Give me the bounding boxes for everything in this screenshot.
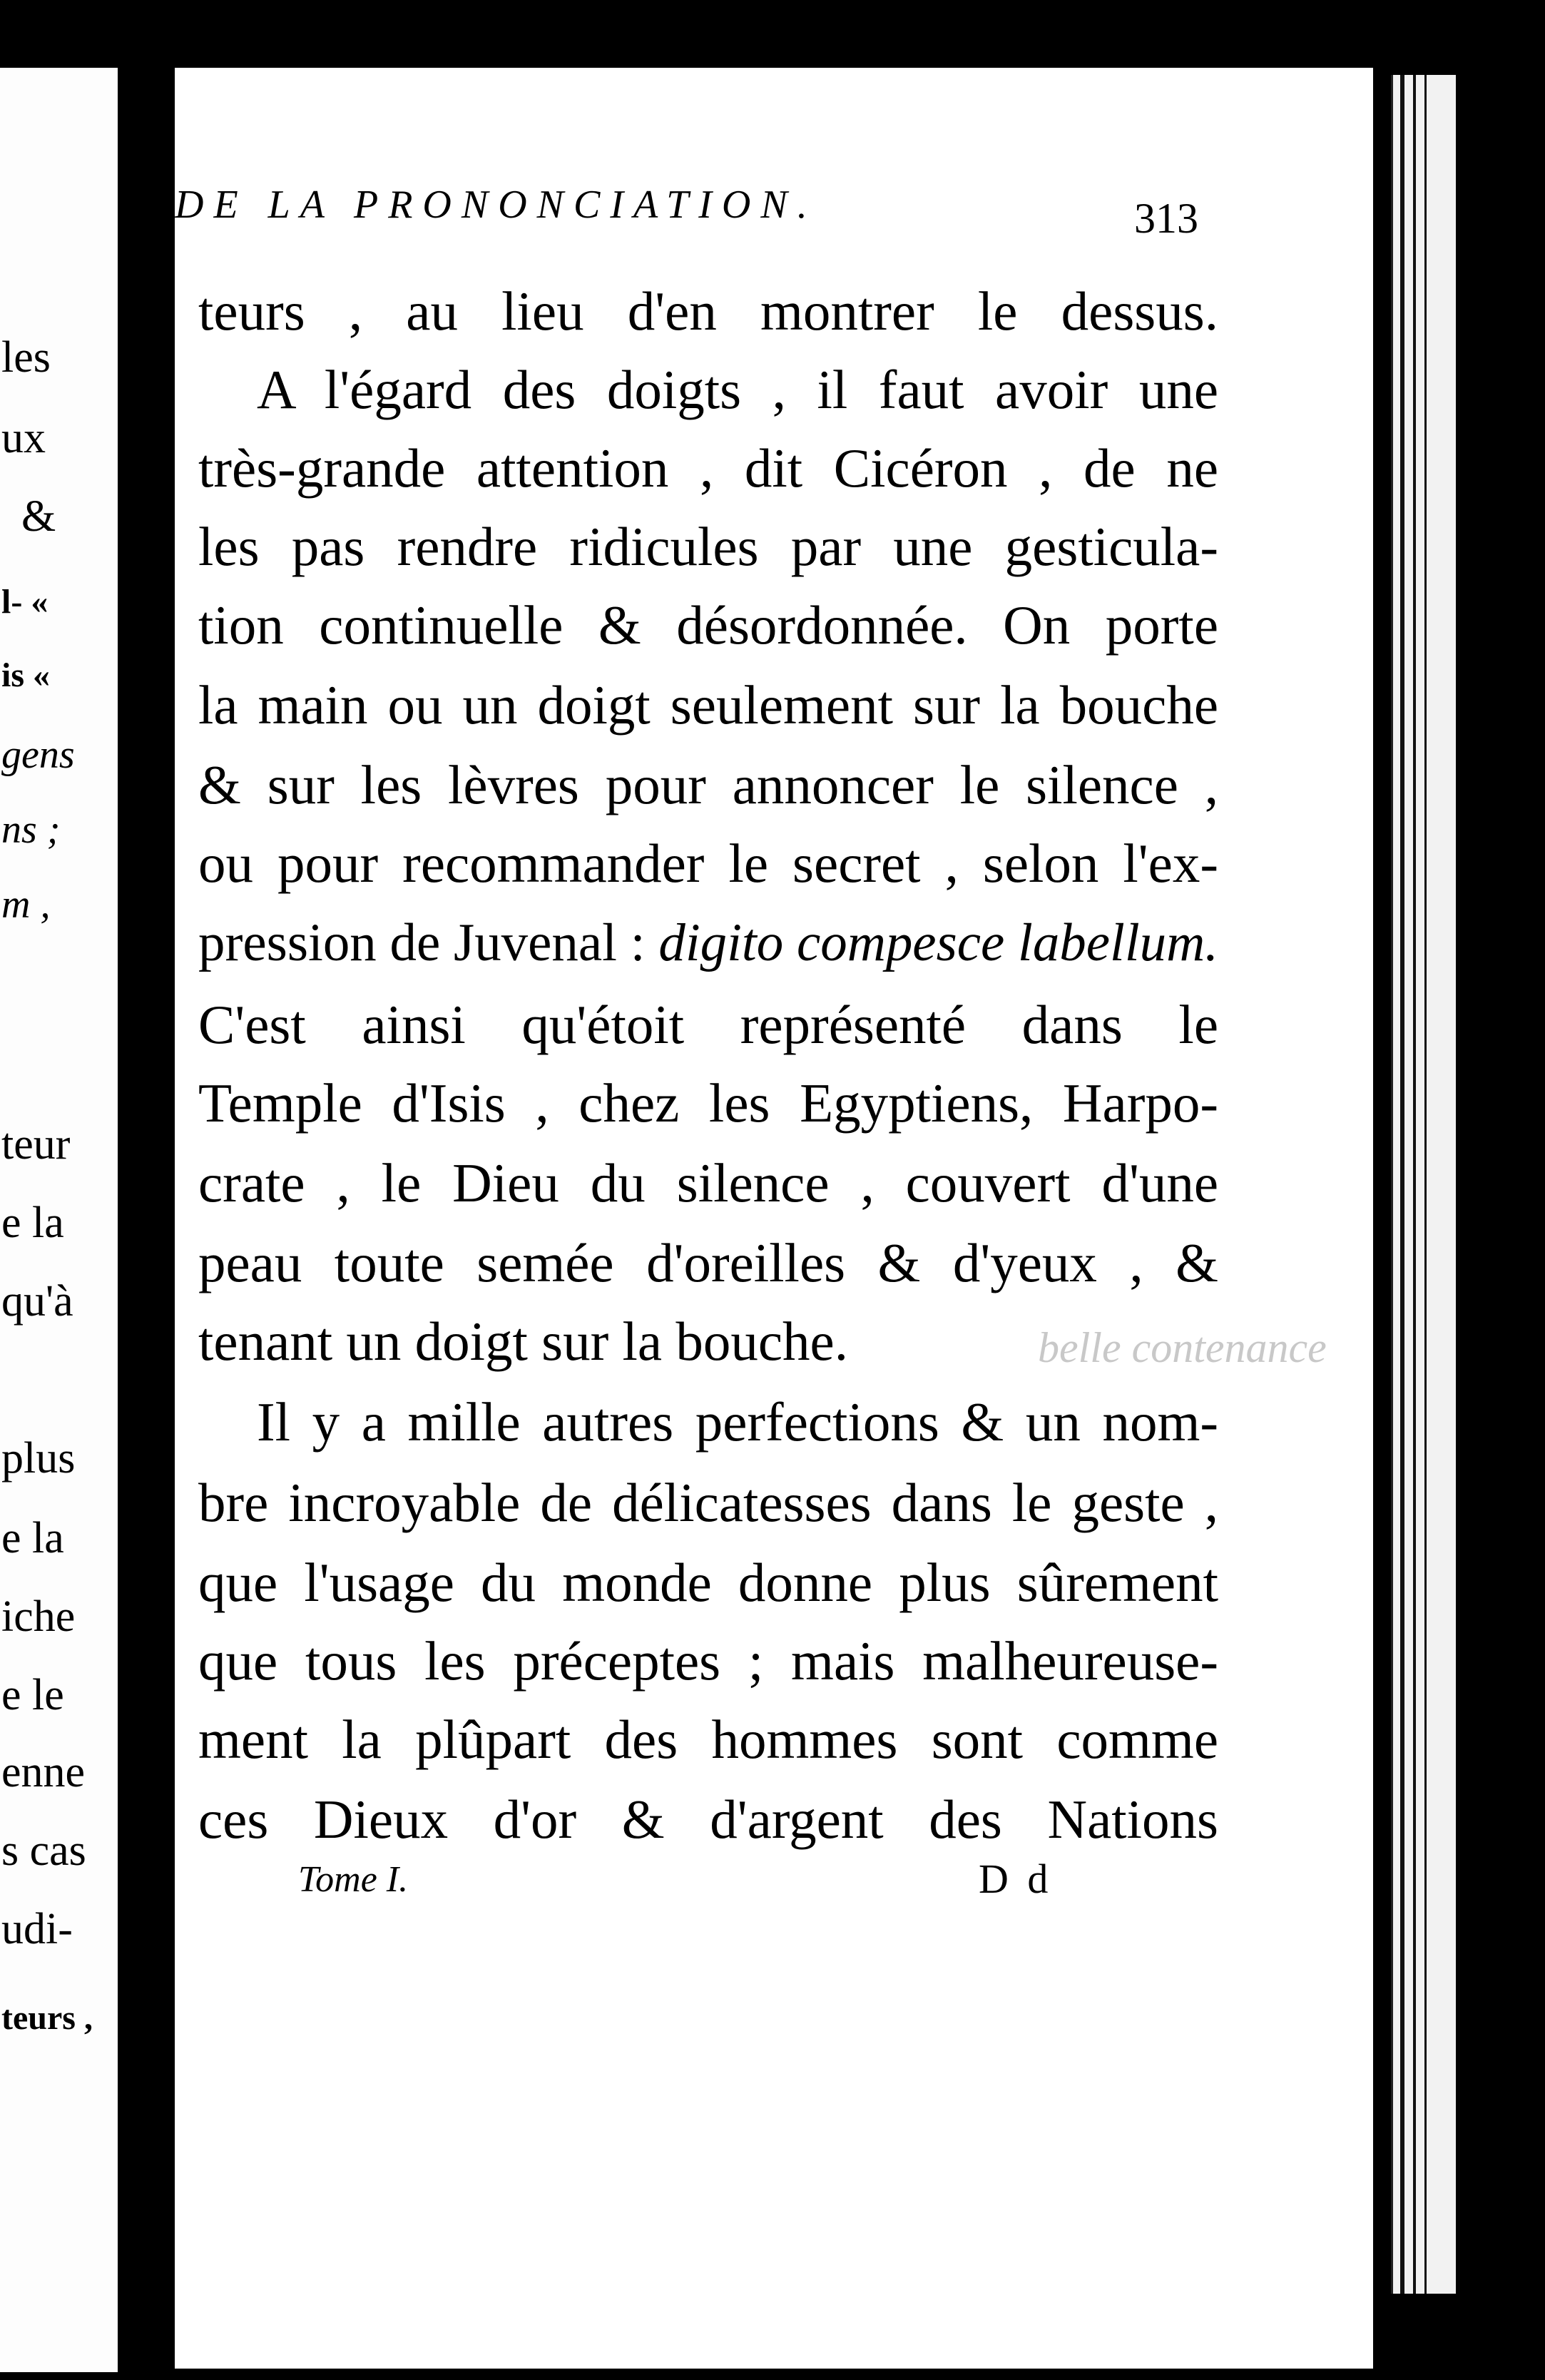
footer-volume: Tome I. — [298, 1859, 409, 1900]
text-line-with-quote — [198, 913, 1219, 972]
running-head: DE LA PRONONCIATION. — [175, 183, 817, 227]
text-line: très-grande attention , dit Cicéron , de ne — [198, 437, 1218, 499]
text-line: ou pour recommander le secret , selon l'ex- — [198, 833, 1218, 894]
text-line: Temple d'Isis , chez les Egyptiens, Harpo- — [198, 1072, 1218, 1134]
text-line: C'est ainsi qu'étoit représenté dans le — [198, 994, 1218, 1055]
left-page-line: m , — [1, 883, 51, 927]
left-page-line: e la — [1, 1514, 64, 1562]
bleed-through-text: belle contenance — [1038, 1324, 1327, 1371]
left-page-line: e la — [1, 1199, 64, 1247]
text-line: que l'usage du monde donne plus sûrement — [198, 1552, 1218, 1613]
left-page-line: is « — [1, 656, 51, 694]
signature-mark: D d — [979, 1856, 1053, 1902]
left-page-line: ns ; — [1, 808, 61, 852]
left-page-line: e le — [1, 1671, 64, 1719]
left-page-line: teurs , — [1, 1999, 93, 2037]
left-page-line: & — [21, 492, 56, 541]
text-line: ment la plûpart des hommes sont comme — [198, 1709, 1218, 1770]
left-page-line: iche — [1, 1592, 76, 1641]
previous-page-fragment — [0, 68, 118, 2372]
text-line: & sur les lèvres pour annoncer le silence , — [198, 754, 1218, 815]
text-line: tenant un doigt sur la bouche. — [198, 1311, 848, 1372]
text-line: tion continuelle & désordonnée. On porte — [198, 594, 1218, 656]
text-line: teurs , au lieu d'en montrer le dessus. — [198, 280, 1218, 342]
text-line: crate , le Dieu du silence , couvert d'une — [198, 1152, 1218, 1214]
left-page-line: plus — [1, 1434, 76, 1483]
page-edge — [1391, 75, 1456, 2294]
text-line: peau toute semée d'oreilles & d'yeux , & — [198, 1232, 1218, 1293]
latin-quote: digito compesce labellum. — [658, 913, 1219, 972]
text-line: les pas rendre ridicules par une gesticula- — [198, 516, 1218, 577]
page-number: 313 — [1134, 195, 1198, 242]
text-line: Il y a mille autres perfections & un nom- — [257, 1391, 1218, 1453]
text-line: A l'égard des doigts , il faut avoir une — [257, 359, 1218, 420]
left-page-line: s cas — [1, 1826, 86, 1875]
left-page-line: qu'à — [1, 1277, 73, 1326]
left-page-line: les — [1, 333, 51, 382]
text-segment: pression de Juvenal : — [198, 913, 646, 972]
left-page-line: udi- — [1, 1905, 73, 1953]
left-page-line: ux — [1, 414, 46, 462]
left-page-line: teur — [1, 1120, 71, 1169]
text-line: ces Dieux d'or & d'argent des Nations — [198, 1789, 1218, 1850]
left-page-line: gens — [1, 733, 75, 777]
text-line: que tous les préceptes ; mais malheureuse- — [198, 1630, 1218, 1692]
left-page-line: l- « — [1, 583, 49, 621]
text-line: bre incroyable de délicatesses dans le geste , — [198, 1472, 1218, 1533]
left-page-line: enne — [1, 1748, 86, 1796]
text-line: la main ou un doigt seulement sur la bouche — [198, 674, 1218, 736]
